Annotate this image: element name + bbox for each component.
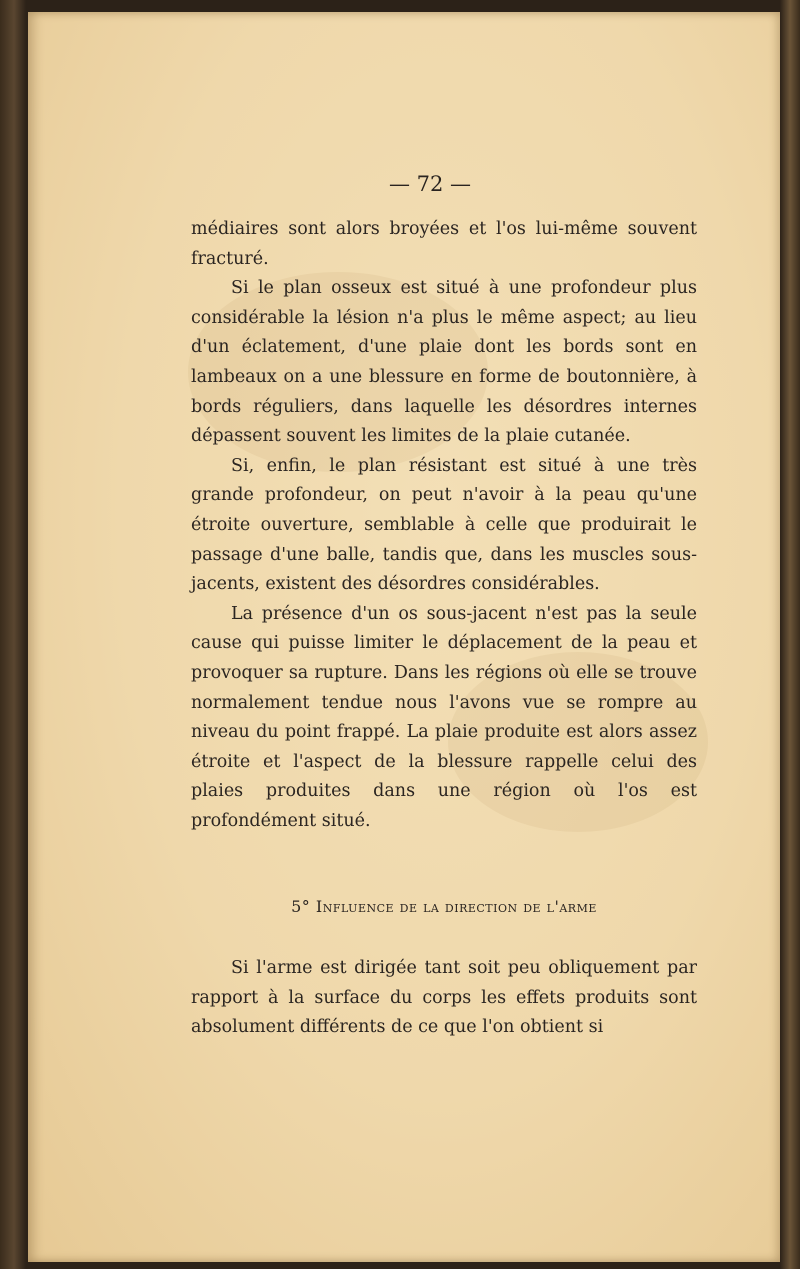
- page-number: — 72 —: [388, 172, 472, 196]
- body-text-continued: [191, 954, 697, 1043]
- paragraph: Si, enfin, le plan résistant est situé à une très grande profondeur, on peut n'avoir à la peau qu'une étroite ouverture, semblable à celle que produirait le passage d'une balle, tandis que, dans les muscles sous-jacents, existent des désordres considérables.: [191, 455, 697, 595]
- body-text: [191, 215, 697, 836]
- section-heading: 5° Influence de la direction de l'arme: [291, 897, 597, 916]
- paragraph: Si le plan osseux est situé à une profondeur plus considérable la lésion n'a plus le même aspect; au lieu d'un éclatement, d'une plaie dont les bords sont en lambeaux on a une blessure en forme de boutonnière, à bords réguliers, dans laquelle les désordres internes dépassent souvent les limites de la plaie cutanée.: [191, 278, 697, 447]
- paragraph: La présence d'un os sous-jacent n'est pas la seule cause qui puisse limiter le déplacement de la peau et provoquer sa rupture. Dans les régions où elle se trouve normalement tendue nous l'avons vue se rompre au niveau du point frappé. La plaie produite est alors assez étroite et l'aspect de la blessure rappelle celui des plaies produites dans une région où l'os est profondément situé.: [191, 603, 697, 831]
- paragraph: Si l'arme est dirigée tant soit peu obliquement par rapport à la surface du corps les effets produits sont absolument différents de ce que l'on obtient si: [191, 958, 697, 1038]
- paragraph: médiaires sont alors broyées et l'os lui-même souvent fracturé.: [191, 219, 697, 269]
